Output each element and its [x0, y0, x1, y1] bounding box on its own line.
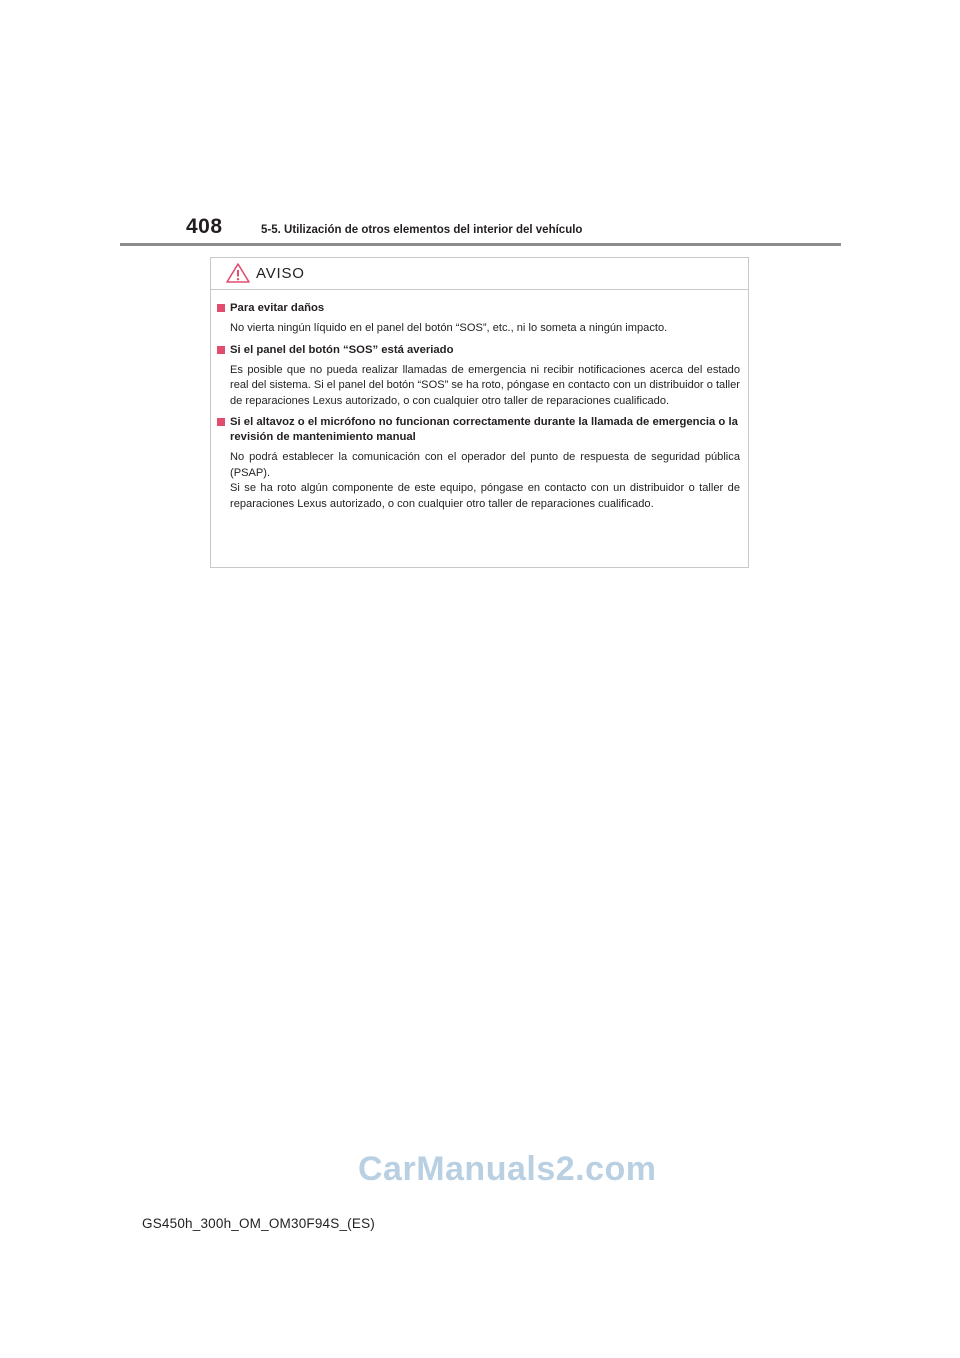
warning-item-heading: Si el altavoz o el micrófono no funcionan correctamente durante la llamada de emergencia o la revisión de mantenimiento manual — [230, 416, 738, 443]
warning-item-paragraph: No podrá establecer la comunicación con el operador del punto de respuesta de seguridad pública (PSAP). — [230, 451, 740, 479]
warning-item-text — [230, 321, 740, 337]
square-bullet-icon — [217, 346, 225, 354]
warning-item-heading: Si el panel del botón “SOS” está averiado — [230, 343, 454, 356]
warning-item — [211, 415, 748, 512]
warning-title: AVISO — [256, 265, 305, 282]
warning-box — [210, 257, 749, 568]
warning-item-paragraph: No vierta ningún líquido en el panel del botón “SOS”, etc., ni lo someta a ningún impacto. — [230, 322, 668, 334]
warning-header — [211, 258, 748, 290]
page-header — [0, 0, 960, 250]
warning-triangle-icon — [225, 262, 251, 284]
page-number: 408 — [186, 215, 223, 238]
header-divider — [120, 243, 841, 246]
warning-body — [211, 301, 748, 518]
warning-item-paragraph: Si se ha roto algún componente de este equipo, póngase en contacto con un distribuidor o taller de reparaciones Lexus autorizado, o con cualquier otro taller de reparaciones cualificado. — [230, 482, 740, 510]
section-title: 5-5. Utilización de otros elementos del interior del vehículo — [261, 224, 583, 236]
footer-document-code: GS450h_300h_OM_OM30F94S_(ES) — [142, 1216, 375, 1231]
warning-item — [211, 301, 748, 337]
square-bullet-icon — [217, 304, 225, 312]
warning-item-text — [230, 363, 740, 410]
square-bullet-icon — [217, 418, 225, 426]
warning-item-text — [230, 450, 740, 512]
warning-item — [211, 343, 748, 410]
warning-item-heading: Para evitar daños — [230, 302, 325, 314]
watermark: CarManuals2.com — [358, 1150, 657, 1188]
warning-item-paragraph: Es posible que no pueda realizar llamadas de emergencia ni recibir notificaciones acerca del estado real del sistema. Si el panel del botón “SOS” se ha roto, póngase en contacto con un distribuidor o taller de reparaciones Lexus autorizado, o con cualquier otro taller de reparaciones cualificado. — [230, 363, 740, 407]
